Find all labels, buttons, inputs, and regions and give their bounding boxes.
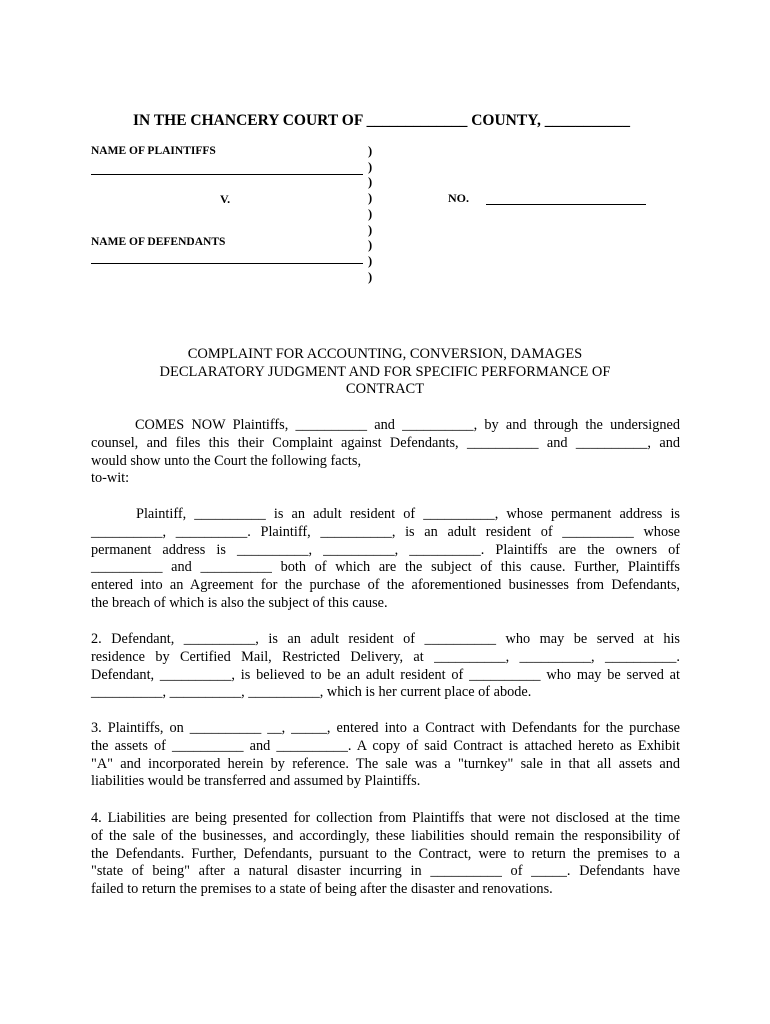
court-header: IN THE CHANCERY COURT OF _____________ COUNTY, ___________ [133, 112, 630, 129]
intro-line-2: counsel, and files this their Complaint against Defendants, __________ and __________, and [91, 434, 680, 451]
complaint-title-line-1: COMPLAINT FOR ACCOUNTING, CONVERSION, DAMAGES [187, 346, 583, 362]
case-number-label: NO. [448, 191, 469, 205]
paragraph-1-line-5: entered into an Agreement for the purchase of the aforementioned businesses from Defendants, [91, 577, 680, 594]
defendants-blank-line [91, 263, 363, 264]
paragraph-3-line-4: liabilities would be transferred and assumed by Plaintiffs. [91, 773, 421, 790]
intro-line-1: COMES NOW Plaintiffs, __________ and __________, by and through the undersigned [135, 417, 680, 433]
paragraph-4-line-2: of the sale of the businesses, and accordingly, these liabilities should remain the responsibility of [91, 827, 680, 844]
complaint-title-line-2: DECLARATORY JUDGMENT AND FOR SPECIFIC PERFORMANCE OF [159, 363, 611, 380]
defendants-label: NAME OF DEFENDANTS [91, 236, 226, 248]
paragraph-4-line-5: failed to return the premises to a state of being after the disaster and renovations. [91, 881, 553, 898]
paragraph-2-line-4: __________, __________, __________, which is her current place of abode. [91, 684, 532, 701]
paragraph-2-line-2: residence by Certified Mail, Restricted Delivery, at __________, __________, __________. [91, 648, 680, 665]
paragraph-4 [91, 810, 680, 899]
paragraph-1-line-2: __________, __________. Plaintiff, __________, is an adult resident of __________ whose [91, 523, 680, 540]
paragraph-1-line-3: permanent address is __________, __________, __________. Plaintiffs are the owners of [91, 541, 680, 558]
intro-line-4: to-wit: [91, 470, 130, 487]
intro-line-3: would show unto the Court the following facts, [91, 452, 362, 469]
paragraph-2 [91, 631, 680, 702]
plaintiffs-label: NAME OF PLAINTIFFS [91, 145, 216, 157]
paragraph-2-line-3: Defendant, __________, is believed to be an adult resident of __________ who may be served at [91, 666, 680, 683]
paragraph-3-line-2: the assets of __________ and __________. A copy of said Contract is attached hereto as Exhibit [91, 737, 680, 754]
paragraph-4-line-1: 4. Liabilities are being presented for collection from Plaintiffs that were not disclosed at the time [91, 810, 680, 826]
case-number-blank-line [486, 204, 646, 205]
caption-paren-column: ) ) ) ) ) ) ) ) ) [368, 144, 373, 284]
paragraph-3 [91, 720, 680, 791]
complaint-title [0, 346, 770, 399]
versus-label: V. [220, 192, 231, 206]
paragraph-3-line-3: "A" and incorporated herein by reference. The sale was a "turnkey" sale in that all assets and [91, 755, 680, 772]
paragraph-1-line-4: __________ and __________ both of which are the subject of this cause. Further, Plaintiffs [91, 559, 680, 576]
paragraph-4-line-4: "state of being" after a natural disaster incurring in __________ of _____. Defendants have [91, 863, 680, 880]
paragraph-2-line-1: 2. Defendant, __________, is an adult resident of __________ who may be served at his [91, 631, 680, 647]
paragraph-1 [91, 506, 680, 613]
paragraph-4-line-3: the Defendants. Further, Defendants, pursuant to the Contract, were to return the premises to a [91, 845, 680, 862]
paragraph-1-line-6: the breach of which is also the subject of this cause. [91, 594, 388, 611]
complaint-title-line-3: CONTRACT [345, 381, 425, 397]
paragraph-3-line-1: 3. Plaintiffs, on __________ __, _____, entered into a Contract with Defendants for the purchase [91, 720, 680, 736]
plaintiffs-blank-line [91, 174, 363, 175]
intro-paragraph [91, 417, 680, 488]
paragraph-1-line-1: Plaintiff, __________ is an adult resident of __________, whose permanent address is [136, 506, 680, 522]
